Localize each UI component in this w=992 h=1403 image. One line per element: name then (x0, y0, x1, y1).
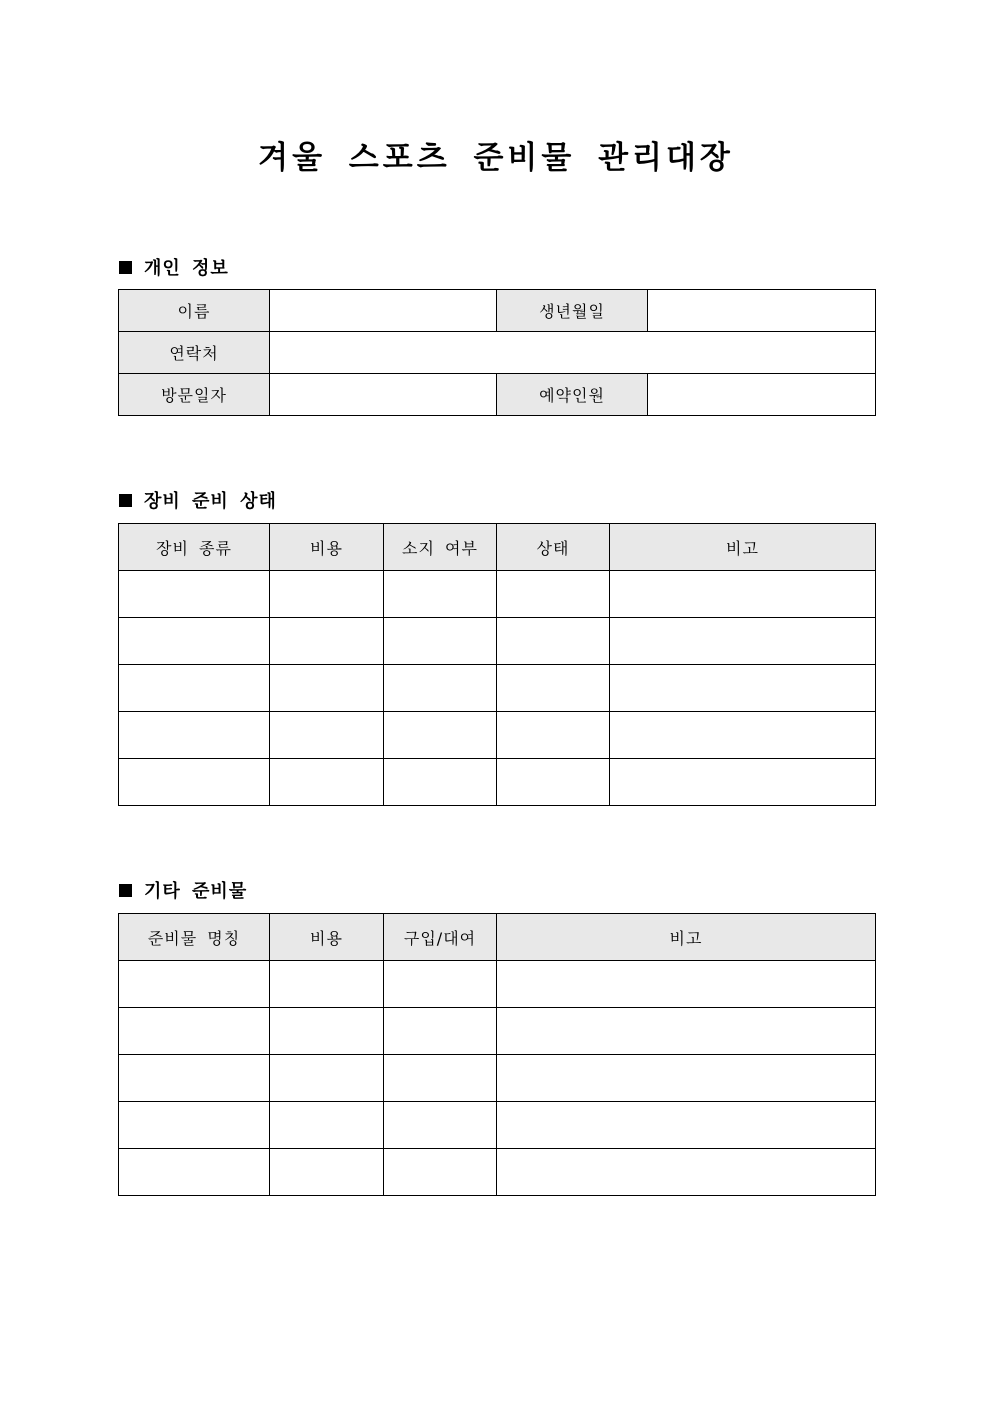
table-row (119, 1149, 876, 1196)
table-cell[interactable] (119, 1008, 270, 1055)
table-header-row (119, 914, 876, 961)
table-cell[interactable] (270, 1055, 384, 1102)
column-header: 비용 (270, 914, 384, 961)
table-cell[interactable] (497, 1055, 876, 1102)
equipment-status-table (118, 523, 876, 806)
table-row (119, 332, 876, 374)
table-cell[interactable] (384, 1008, 497, 1055)
table-cell[interactable] (384, 1102, 497, 1149)
table-cell[interactable] (270, 665, 384, 712)
table-cell[interactable] (497, 571, 610, 618)
section-heading-personal-info (119, 254, 229, 280)
column-header: 비용 (270, 524, 384, 571)
table-cell[interactable] (497, 759, 610, 806)
section-heading-label: 장비 준비 상태 (144, 491, 277, 512)
table-cell[interactable] (384, 665, 497, 712)
table-row (119, 618, 876, 665)
column-header: 상태 (497, 524, 610, 571)
table-cell[interactable] (270, 1149, 384, 1196)
section-heading-label: 개인 정보 (144, 258, 229, 279)
table-cell[interactable] (610, 618, 876, 665)
birth-date-field[interactable] (648, 290, 876, 332)
table-cell[interactable] (610, 571, 876, 618)
column-header: 준비물 명칭 (119, 914, 270, 961)
section-heading-label: 기타 준비물 (144, 881, 248, 902)
table-cell[interactable] (119, 571, 270, 618)
square-bullet-icon (119, 884, 132, 897)
table-cell[interactable] (119, 1055, 270, 1102)
table-cell[interactable] (270, 1102, 384, 1149)
table-cell[interactable] (270, 618, 384, 665)
table-cell[interactable] (119, 618, 270, 665)
table-header-row (119, 524, 876, 571)
personal-info-table (118, 289, 876, 416)
table-cell[interactable] (497, 618, 610, 665)
table-cell[interactable] (384, 1055, 497, 1102)
table-cell[interactable] (270, 759, 384, 806)
other-supplies-table (118, 913, 876, 1196)
reservation-count-field[interactable] (648, 374, 876, 416)
table-cell[interactable] (119, 712, 270, 759)
birth-date-label: 생년월일 (497, 290, 648, 332)
square-bullet-icon (119, 494, 132, 507)
table-row (119, 1008, 876, 1055)
table-cell[interactable] (384, 571, 497, 618)
contact-field[interactable] (270, 332, 876, 374)
table-cell[interactable] (119, 665, 270, 712)
table-cell[interactable] (384, 712, 497, 759)
table-cell[interactable] (270, 571, 384, 618)
table-cell[interactable] (610, 759, 876, 806)
column-header: 비고 (497, 914, 876, 961)
table-cell[interactable] (497, 712, 610, 759)
table-row (119, 571, 876, 618)
column-header: 비고 (610, 524, 876, 571)
contact-label: 연락처 (119, 332, 270, 374)
table-row (119, 961, 876, 1008)
table-cell[interactable] (270, 1008, 384, 1055)
visit-date-field[interactable] (270, 374, 497, 416)
section-heading-equipment (119, 487, 277, 513)
table-cell[interactable] (497, 1008, 876, 1055)
table-cell[interactable] (497, 665, 610, 712)
table-cell[interactable] (119, 961, 270, 1008)
table-row (119, 712, 876, 759)
square-bullet-icon (119, 261, 132, 274)
column-header: 장비 종류 (119, 524, 270, 571)
page-title: 겨울 스포츠 준비물 관리대장 (258, 140, 734, 176)
column-header: 구입/대여 (384, 914, 497, 961)
table-cell[interactable] (497, 961, 876, 1008)
visit-date-label: 방문일자 (119, 374, 270, 416)
table-cell[interactable] (497, 1149, 876, 1196)
table-cell[interactable] (384, 618, 497, 665)
table-cell[interactable] (384, 961, 497, 1008)
table-cell[interactable] (270, 712, 384, 759)
table-cell[interactable] (610, 665, 876, 712)
table-cell[interactable] (119, 759, 270, 806)
table-cell[interactable] (119, 1102, 270, 1149)
name-label: 이름 (119, 290, 270, 332)
section-heading-other-supplies (119, 877, 247, 903)
table-cell[interactable] (384, 1149, 497, 1196)
table-cell[interactable] (119, 1149, 270, 1196)
table-row (119, 665, 876, 712)
column-header: 소지 여부 (384, 524, 497, 571)
name-field[interactable] (270, 290, 497, 332)
table-row (119, 290, 876, 332)
table-row (119, 759, 876, 806)
table-row (119, 1102, 876, 1149)
reservation-count-label: 예약인원 (497, 374, 648, 416)
table-cell[interactable] (270, 961, 384, 1008)
table-cell[interactable] (384, 759, 497, 806)
table-row (119, 374, 876, 416)
table-row (119, 1055, 876, 1102)
table-cell[interactable] (610, 712, 876, 759)
table-cell[interactable] (497, 1102, 876, 1149)
